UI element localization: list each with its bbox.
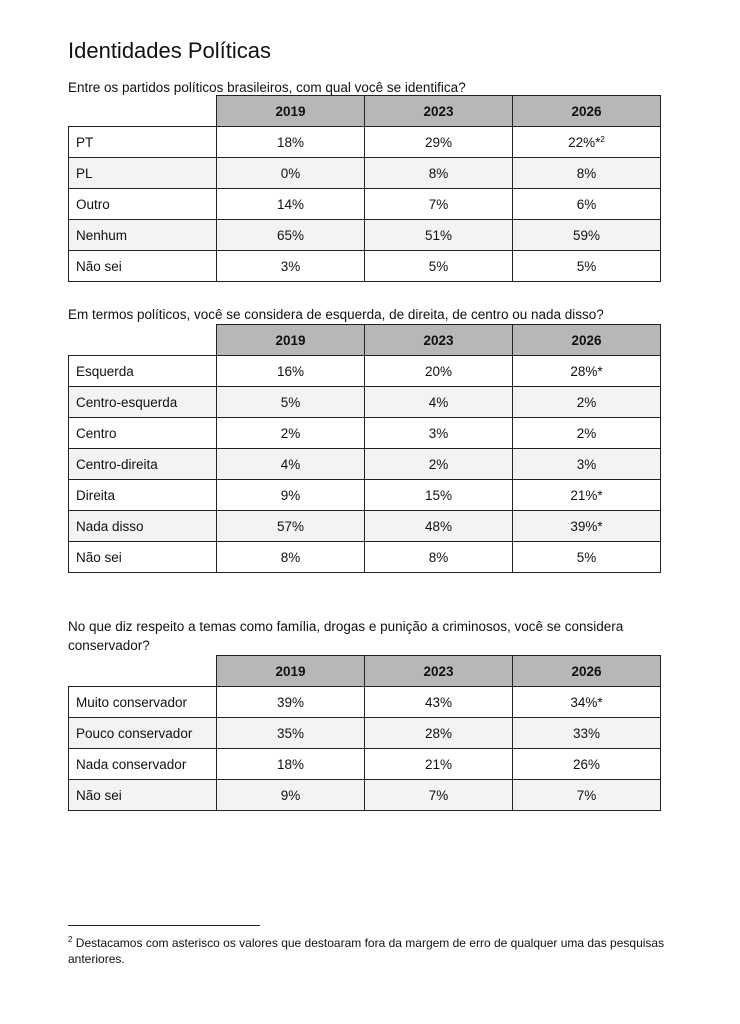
value-2019: 3% (217, 251, 365, 282)
header-2026: 2026 (513, 656, 661, 687)
value-2026: 2% (513, 418, 661, 449)
value-2026: 39%* (513, 511, 661, 542)
question-party-identification: Entre os partidos políticos brasileiros, com qual você se identifica? (68, 80, 466, 95)
value-2019: 9% (217, 780, 365, 811)
row-label: PT (69, 127, 217, 158)
value-2023: 29% (365, 127, 513, 158)
value-2023: 43% (365, 687, 513, 718)
row-label: PL (69, 158, 217, 189)
row-label: Nenhum (69, 220, 217, 251)
footnote-divider (68, 925, 260, 926)
row-label: Centro (69, 418, 217, 449)
value-2019: 39% (217, 687, 365, 718)
table-header-row (69, 96, 661, 127)
value-2026: 21%* (513, 480, 661, 511)
table-row (69, 480, 661, 511)
table-row (69, 542, 661, 573)
value-2023: 2% (365, 449, 513, 480)
header-2026: 2026 (513, 96, 661, 127)
value-2026-text: 22%* (568, 134, 601, 150)
value-2019: 65% (217, 220, 365, 251)
value-2019: 57% (217, 511, 365, 542)
row-label: Nada conservador (69, 749, 217, 780)
value-2019: 18% (217, 127, 365, 158)
table-row (69, 718, 661, 749)
table-row (69, 449, 661, 480)
table-party-identification (68, 95, 661, 282)
value-2026: 3% (513, 449, 661, 480)
row-label: Não sei (69, 251, 217, 282)
footnote-ref: 2 (600, 134, 605, 144)
value-2023: 8% (365, 542, 513, 573)
value-2019: 0% (217, 158, 365, 189)
header-2023: 2023 (365, 656, 513, 687)
value-2023: 7% (365, 189, 513, 220)
value-2019: 35% (217, 718, 365, 749)
table-row (69, 220, 661, 251)
value-2019: 8% (217, 542, 365, 573)
value-2019: 16% (217, 356, 365, 387)
header-2026: 2026 (513, 325, 661, 356)
question-conservatism: No que diz respeito a temas como família, drogas e punição a criminosos, você se considera conservador? (68, 619, 624, 653)
table-row (69, 511, 661, 542)
value-2026: 5% (513, 251, 661, 282)
value-2023: 48% (365, 511, 513, 542)
table-row (69, 387, 661, 418)
header-empty-cell (69, 96, 217, 127)
header-2023: 2023 (365, 325, 513, 356)
value-2023: 20% (365, 356, 513, 387)
table-row (69, 418, 661, 449)
value-2026 (513, 127, 661, 158)
row-label: Pouco conservador (69, 718, 217, 749)
header-empty-cell (69, 656, 217, 687)
value-2023: 3% (365, 418, 513, 449)
value-2023: 7% (365, 780, 513, 811)
table-header-row (69, 325, 661, 356)
footnote (68, 932, 678, 967)
value-2019: 2% (217, 418, 365, 449)
header-2019: 2019 (217, 325, 365, 356)
value-2026: 2% (513, 387, 661, 418)
footnote-text: Destacamos com asterisco os valores que destoaram fora da margem de erro de qualquer uma das pesquisas anteriores. (68, 936, 665, 966)
value-2023: 21% (365, 749, 513, 780)
row-label: Direita (69, 480, 217, 511)
value-2019: 4% (217, 449, 365, 480)
value-2023: 5% (365, 251, 513, 282)
value-2019: 5% (217, 387, 365, 418)
value-2023: 15% (365, 480, 513, 511)
value-2026: 5% (513, 542, 661, 573)
header-2023: 2023 (365, 96, 513, 127)
table-row (69, 127, 661, 158)
value-2026: 33% (513, 718, 661, 749)
value-2026: 28%* (513, 356, 661, 387)
table-row (69, 251, 661, 282)
table-header-row (69, 656, 661, 687)
table-row (69, 780, 661, 811)
value-2026: 6% (513, 189, 661, 220)
value-2026: 59% (513, 220, 661, 251)
value-2026: 34%* (513, 687, 661, 718)
header-empty-cell (69, 325, 217, 356)
table-row (69, 356, 661, 387)
table-conservatism (68, 655, 661, 811)
footnote-marker: 2 (68, 935, 73, 944)
value-2026: 26% (513, 749, 661, 780)
header-2019: 2019 (217, 96, 365, 127)
value-2026: 7% (513, 780, 661, 811)
row-label: Outro (69, 189, 217, 220)
table-row (69, 687, 661, 718)
row-label: Não sei (69, 780, 217, 811)
value-2019: 14% (217, 189, 365, 220)
page-title: Identidades Políticas (68, 38, 272, 63)
value-2023: 51% (365, 220, 513, 251)
value-2019: 18% (217, 749, 365, 780)
value-2023: 4% (365, 387, 513, 418)
row-label: Centro-esquerda (69, 387, 217, 418)
question-political-spectrum: Em termos políticos, você se considera de esquerda, de direita, de centro ou nada disso? (68, 307, 604, 322)
table-political-spectrum (68, 324, 661, 573)
row-label: Não sei (69, 542, 217, 573)
table-row (69, 158, 661, 189)
row-label: Esquerda (69, 356, 217, 387)
value-2019: 9% (217, 480, 365, 511)
row-label: Centro-direita (69, 449, 217, 480)
row-label: Nada disso (69, 511, 217, 542)
value-2026: 8% (513, 158, 661, 189)
table-row (69, 189, 661, 220)
value-2023: 28% (365, 718, 513, 749)
value-2023: 8% (365, 158, 513, 189)
table-row (69, 749, 661, 780)
row-label: Muito conservador (69, 687, 217, 718)
header-2019: 2019 (217, 656, 365, 687)
